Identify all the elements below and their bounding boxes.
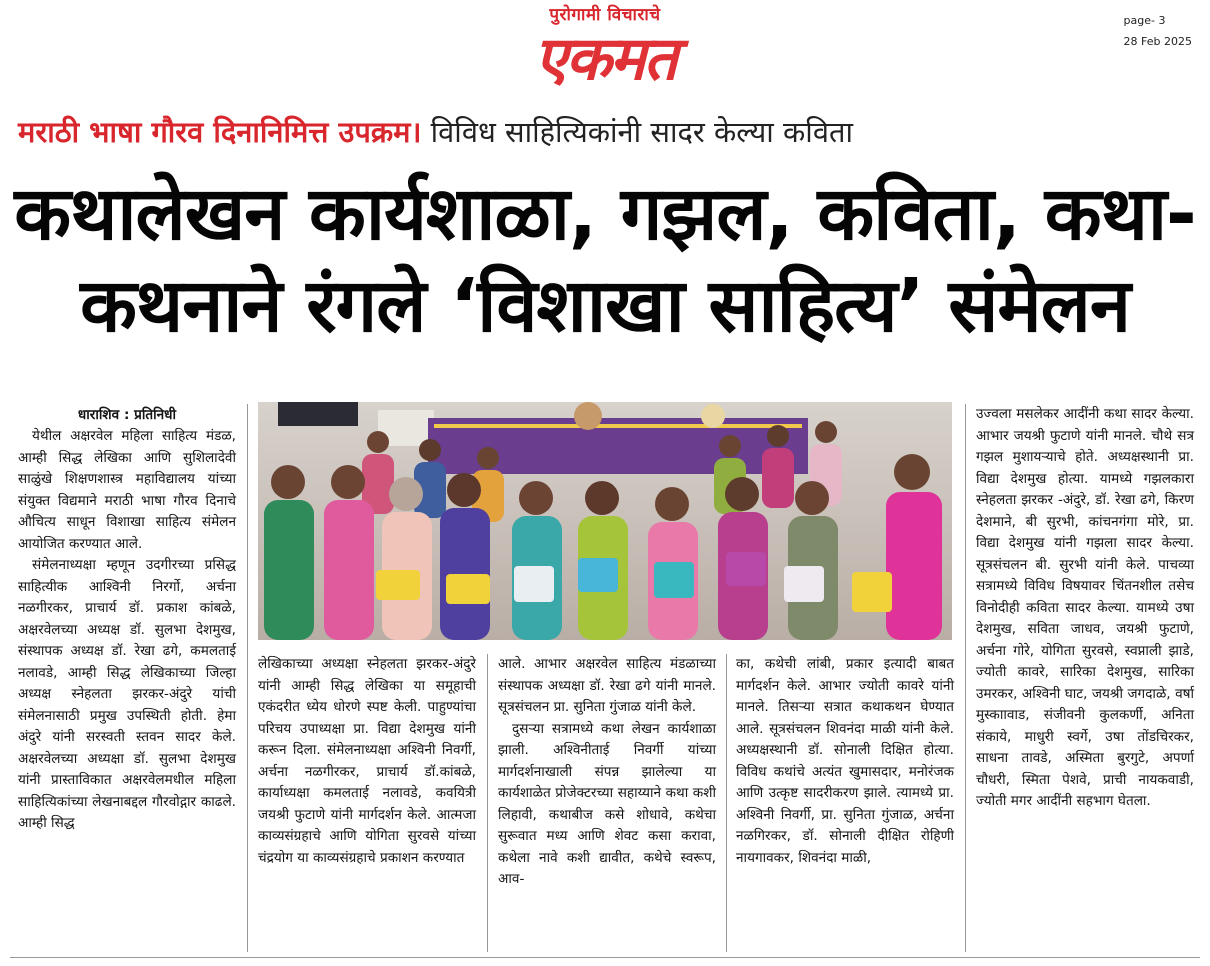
publication-date: 28 Feb 2025	[1123, 35, 1192, 48]
newspaper-logo: एकमत	[534, 24, 676, 94]
kicker-rest: विविध साहित्यिकांनी सादर केल्या कविता	[430, 115, 853, 149]
article-column-2	[258, 654, 476, 869]
headline-line-2: कथनाने रंगले ‘विशाखा साहित्य’ संमेलन	[80, 263, 1130, 349]
paragraph: येथील अक्षरवेल महिला साहित्य मंडळ, आम्ही सिद्ध लेखिका आणि सुशिलादेवी साळुंखे शिक्षणशास्त्र महाविद्यालय यांच्या संयुक्त विद्यमाने मराठी भाषा गौरव दिनाचे औचित्य साधून विशाखा साहित्य संमेलन आयोजित करण्यात आले.	[18, 428, 236, 552]
paragraph: का, कथेची लांबी, प्रकार इत्यादी बाबत मार्गदर्शन केले. आभार ज्योती कावरे यांनी मानले. तिसऱ्या सत्रात कथाकथन घेण्यात आले. सूत्रसंचलन शिवनंदा माळी यांनी केले. अध्यक्षस्थानी डॉ. सोनाली दिक्षित होत्या. विविध कथांचे अत्यंत खुमासदार, मनोरंजक आणि उत्कृष्ट सादरीकरण झाले. त्यामध्ये प्रा. अश्विनी निवर्गी, प्रा. सुनिता गुंजाळ, अर्चना नळगिरकर, डॉ. सोनाली दीक्षित रोहिणी नायगावकर, शिवनंदा माळी,	[736, 656, 954, 866]
byline: धाराशिव : प्रतिनिधी	[77, 407, 177, 423]
group-photo-illustration	[258, 402, 952, 640]
column-divider	[726, 654, 727, 952]
headline	[10, 168, 1200, 352]
page-info	[1124, 10, 1192, 52]
column-divider	[965, 404, 966, 952]
article-column-4	[736, 654, 954, 869]
bottom-rule	[10, 957, 1200, 958]
column-divider	[247, 404, 248, 952]
kicker-line	[18, 108, 1198, 156]
page-number: page- 3	[1123, 14, 1166, 27]
article-column-3	[498, 654, 716, 891]
event-photo	[258, 402, 952, 640]
paragraph: संमेलनाध्यक्षा म्हणून उदगीरच्या प्रसिद्ध साहित्यीक आश्विनी निरर्गो, अर्चना नळगीरकर, प्राचार्य डॉ. प्रकाश कांबळे, अक्षरवेलच्या अध्यक्ष डॉ. सुलभा देशमुख, संस्थापक अध्यक्ष डॉ. रेखा ढगे, कमलताई नलावडे, आम्ही सिद्ध लेखिकाच्या जिल्हा अध्यक्ष स्नेहलता झरकर-अंदुरे यांची संमेलनासाठी प्रमुख उपस्थिती होती. हेमा अंदुरे यांनी सरस्वती स्तवन सादर केले. अक्षरवेलच्या अध्यक्षा डॉ. सुलभा देशमुख यांनी प्रास्ताविकात अक्षरवेलमधील महिला साहित्यिकांच्या लेखनाबद्दल गौरवोद्गार काढले. आम्ही सिद्ध	[18, 557, 236, 831]
masthead	[470, 4, 740, 96]
paragraph: दुसऱ्या सत्रामध्ये कथा लेखन कार्यशाळा झाली. अश्विनीताई निवर्गी यांच्या मार्गदर्शनाखाली संपन्न झालेल्या या कार्यशाळेत प्रोजेक्टरच्या सहाय्याने कथा कशी लिहावी, कथाबीज कसे शोधावे, कथेचा सुरूवात मध्य आणि शेवट कसा करावा, कथेला नावे कशी द्यावीत, कथेचे स्वरूप, आव-	[498, 720, 716, 887]
paragraph: आले. आभार अक्षरवेल साहित्य मंडळाच्या संस्थापक अध्यक्षा डॉ. रेखा ढगे यांनी मानले. सूत्रसंचलन प्रा. सुनिता गुंजाळ यांनी केले.	[498, 656, 716, 715]
column-divider	[487, 654, 488, 952]
article-column-1	[18, 404, 236, 835]
paragraph: लेखिकाच्या अध्यक्षा स्नेहलता झरकर-अंदुरे यांनी आम्ही सिद्ध लेखिका या समूहाची एकंदरीत ध्येय धोरणे स्पष्ट केली. पाहुण्यांचा परिचय उपाध्यक्षा प्रा. विद्या देशमुख यांनी करून दिला. संमेलनाध्यक्षा अश्विनी निवर्गी, अर्चना नळगीरकर, प्राचार्य डॉ.कांबळे, कार्याध्यक्षा कमलताई नलावडे, कवयित्री जयश्री फुटाणे यांनी मार्गदर्शन केले. आत्मजा काव्यसंग्रहाचे आणि योगिता सुरवसे यांच्या चंद्रयोग या काव्यसंग्रहाचे प्रकाशन करण्यात	[258, 656, 476, 866]
headline-line-1: कथालेखन कार्यशाळा, गझल, कविता, कथा-	[14, 171, 1196, 257]
kicker-separator: ।	[410, 115, 422, 149]
paragraph: उज्वला मसलेकर आदींनी कथा सादर केल्या. आभार जयश्री फुटाणे यांनी मानले. चौथे सत्र गझल मुशायऱ्याचे होते. अध्यक्षस्थानी प्रा. विद्या देशमुख होत्या. यामध्ये गझलकारा स्नेहलता झरकर -अंदुरे, डॉ. रेखा ढगे, किरण देशमाने, बी सुरभी, कांचनगंगा मोरे, प्रा. विद्या देशमुख यांनी गझला सादर केल्या. सूत्रसंचलन बी. सुरभी यांनी केले. पाचव्या सत्रामध्ये विविध विषयावर चिंतनशील तसेच विनोदीही कविता सादर केल्या. यामध्ये उषा देशमुख, सविता जाधव, जयश्री फुटाणे, अर्चना गोरे, योगिता सुरवसे, स्वप्नाली झाडे, ज्योती कावरे, सारिका देशमुख, सारिका उमरकर, अश्विनी घाट, जयश्री जगदाळे, वर्षा मुस्काावाड, संजीवनी कुलकर्णी, अनिता संकाये, माधुरी स्वर्गे, उषा तोंडचिरकर, साधना तावडे, अस्मिता बुरगुटे, अपर्णा चौधरी, स्मिता पेशवे, प्राची नायकवाडी, ज्योती मगर आदींनी सहभाग घेतला.	[976, 406, 1194, 809]
kicker-red: मराठी भाषा गौरव दिनानिमित्त उपक्रम	[18, 115, 411, 149]
article-column-5	[976, 404, 1194, 813]
masthead-tagline: पुरोगामी विचाराचे	[549, 5, 661, 25]
